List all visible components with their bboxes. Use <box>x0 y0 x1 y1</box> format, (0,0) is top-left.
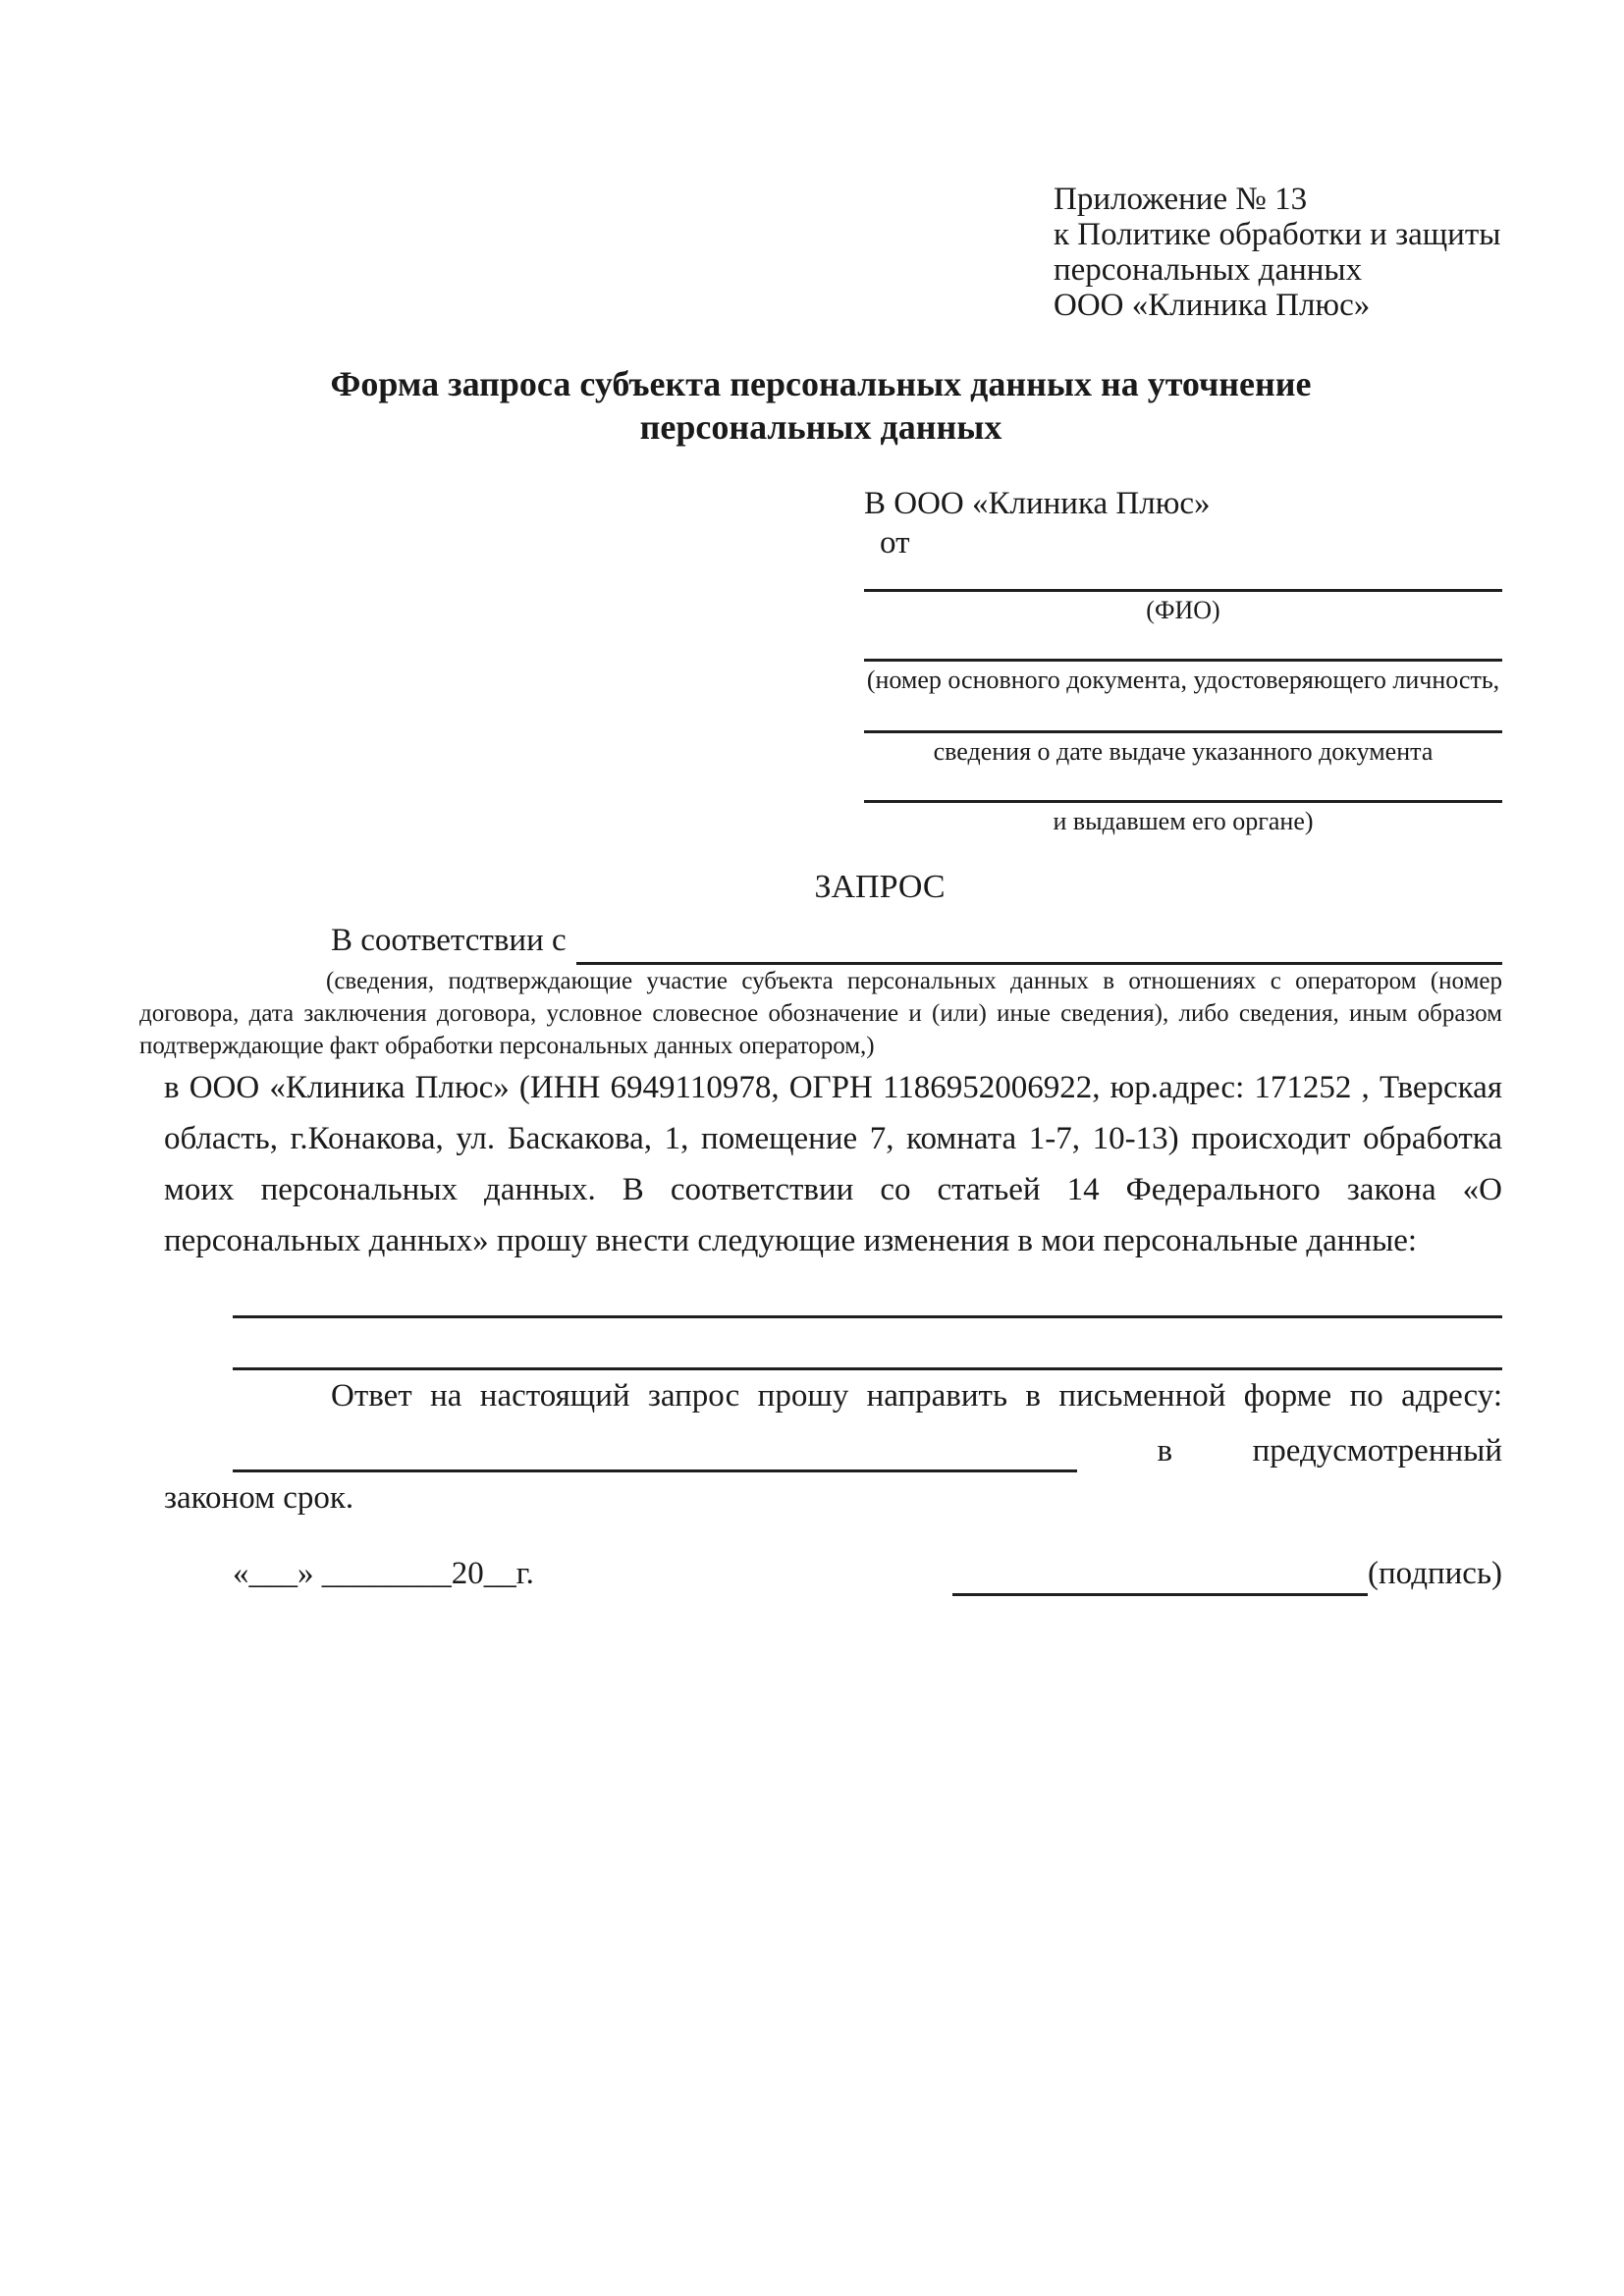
reply-paragraph-line1: Ответ на настоящий запрос прошу направить в письменной форме по адресу: <box>331 1378 1502 1414</box>
addressee-from-label: от <box>880 525 910 561</box>
intro-prefix: В соответствии с <box>331 923 567 958</box>
fio-caption: (ФИО) <box>1146 596 1220 624</box>
addressee-block <box>864 484 1502 837</box>
reply-paragraph-line2 <box>233 1421 1502 1472</box>
issue-date-field <box>864 696 1502 768</box>
reply-word-in: в <box>1157 1433 1173 1468</box>
document-number-caption: (номер основного документа, удостоверяющего личность, <box>866 666 1500 694</box>
issuing-authority-line <box>864 768 1502 803</box>
request-heading: ЗАПРОС <box>814 869 946 905</box>
fio-line <box>864 562 1502 592</box>
fio-field <box>864 562 1502 626</box>
signature-line <box>952 1555 1368 1596</box>
changes-line-1 <box>233 1266 1502 1318</box>
reply-paragraph-line3: законом срок. <box>164 1480 354 1516</box>
basis-note: (сведения, подтверждающие участие субъекта персональных данных в отношениях с оператором (номер договора, дата заключения договора, условное словесное обозначение и (или) иные сведения), либо сведения, иным образом подтверждающие факт обработки персональных данных оператором,) <box>139 968 1502 1059</box>
date-blank: «___» ________20__г. <box>233 1556 534 1591</box>
reply-address-line <box>233 1429 1077 1472</box>
appendix-line: ООО «Клиника Плюс» <box>1054 288 1371 323</box>
request-body: в ООО «Клиника Плюс» (ИНН 6949110978, ОГРН 1186952006922, юр.адрес: 171252 , Тверская область, г.Конакова, ул. Баскакова, 1, помещение 7, комната 1-7, 10-13) происходит обработка моих персональных данных. В соответствии со статьей 14 Федерального закона «О персональных данных» прошу внести следующие изменения в мои персональные данные: <box>164 1070 1502 1258</box>
basis-line <box>576 922 1502 965</box>
reply-word-due: предусмотренный <box>1252 1433 1502 1468</box>
appendix-line: к Политике обработки и защиты <box>1054 217 1501 252</box>
issuing-authority-field <box>864 768 1502 837</box>
appendix-block <box>1054 182 1502 323</box>
appendix-line: Приложение № 13 <box>1054 182 1308 217</box>
document-title-line: персональных данных <box>639 407 1002 447</box>
signature-area <box>952 1551 1502 1596</box>
document-content <box>139 182 1502 1596</box>
date-signature-row <box>233 1551 1502 1596</box>
signature-caption: (подпись) <box>1368 1556 1502 1591</box>
intro-row <box>164 916 1502 965</box>
appendix-line: персональных данных <box>1054 252 1363 288</box>
addressee-to: В ООО «Клиника Плюс» <box>864 486 1211 521</box>
issue-date-line <box>864 696 1502 733</box>
changes-line-2 <box>233 1318 1502 1370</box>
document-title-line: Форма запроса субъекта персональных данных на уточнение <box>330 364 1312 403</box>
issue-date-caption: сведения о дате выдаче указанного документа <box>933 737 1434 766</box>
issuing-authority-caption: и выдавшем его органе) <box>1053 807 1314 835</box>
document-title <box>139 362 1502 449</box>
document-number-field <box>864 626 1502 696</box>
document-number-line <box>864 626 1502 662</box>
